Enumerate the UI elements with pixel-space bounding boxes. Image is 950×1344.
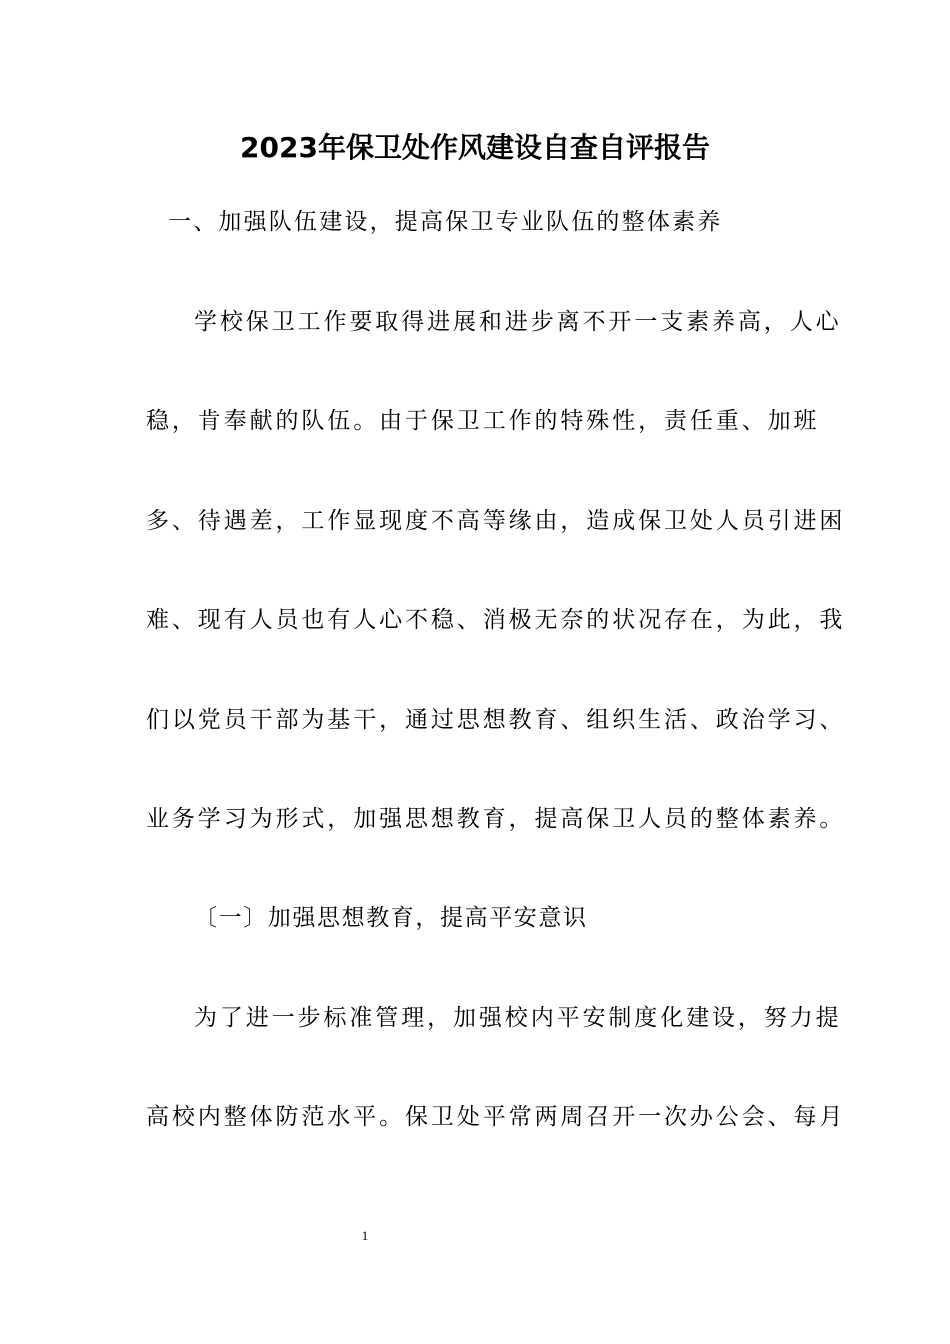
paragraph-line: 学校保卫工作要取得进展和进步离不开一支素养高，人心 <box>194 309 842 335</box>
section-heading: 一、加强队伍建设，提高保卫专业队伍的整体素养 <box>168 209 723 235</box>
document-title: 2023年保卫处作风建设自查自评报告 <box>240 131 710 164</box>
subsection-heading: 〔一〕加强思想教育，提高平安意识 <box>194 905 588 931</box>
page-number: 1 <box>361 1228 369 1243</box>
paragraph-line: 难、现有人员也有人心不稳、消极无奈的状况存在，为此，我 <box>146 607 846 633</box>
paragraph-line: 高校内整体防范水平。保卫处平常两周召开一次办公会、每月 <box>146 1104 846 1130</box>
paragraph-line: 稳，肯奉献的队伍。由于保卫工作的特殊性，责任重、加班 <box>146 408 820 434</box>
paragraph-line: 为了进一步标准管理，加强校内平安制度化建设，努力提 <box>194 1005 842 1031</box>
paragraph-line: 业务学习为形式，加强思想教育，提高保卫人员的整体素养。 <box>146 806 846 832</box>
paragraph-line: 多、待遇差，工作显现度不高等缘由，造成保卫处人员引进困 <box>146 508 846 534</box>
paragraph-line: 们以党员干部为基干，通过思想教育、组织生活、政治学习、 <box>146 707 846 733</box>
